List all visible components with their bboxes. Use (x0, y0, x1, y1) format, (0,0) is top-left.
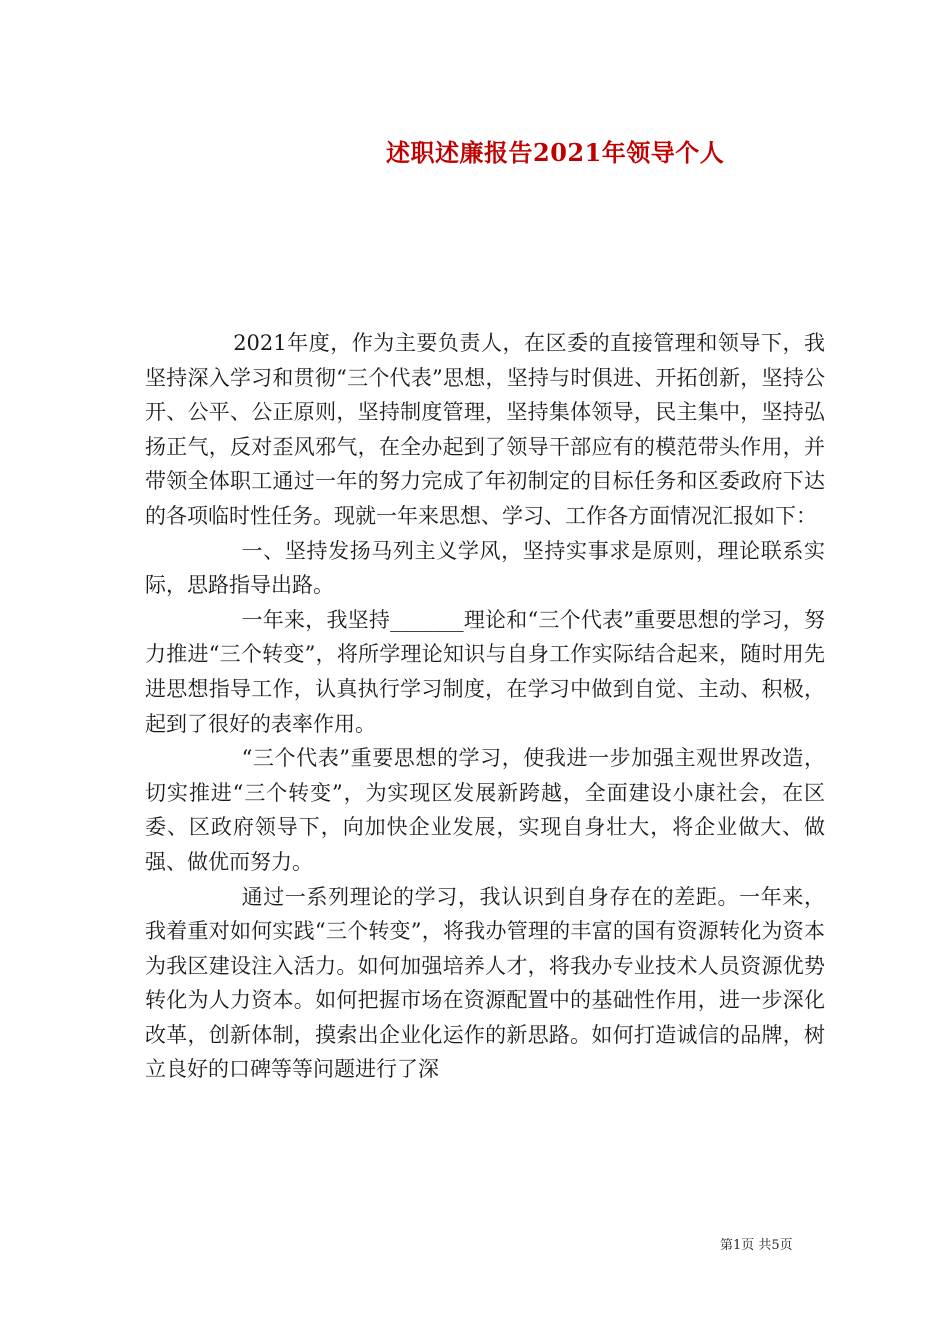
paragraph-5: 通过一系列理论的学习，我认识到自身存在的差距。一年来，我着重对如何实践“三个转变”，将我办管理的丰富的国有资源转化为资本为我区建设注入活力。如何加强培养人才，将我办专业技术人员资源优势转化为人力资本。如何把握市场在资源配置中的基础性作用，进一步深化改革，创新体制，摸索出企业化运作的新思路。如何打造诚信的品牌，树立良好的口碑等等问题进行了深 (145, 884, 825, 1082)
document-body (145, 326, 825, 1087)
paragraph-2: 一、坚持发扬马列主义学风，坚持实事求是原则，理论联系实际，思路指导出路。 (145, 538, 825, 598)
paragraph-4: “三个代表”重要思想的学习，使我进一步加强主观世界改造，切实推进“三个转变”，为实现区发展新跨越，全面建设小康社会，在区委、区政府领导下，向加快企业发展，实现自身壮大，将企业做大、做强、做优而努力。 (145, 746, 825, 874)
paragraph-1: 2021年度，作为主要负责人，在区委的直接管理和领导下，我坚持深入学习和贯彻“三个代表”思想，坚持与时俱进、开拓创新，坚持公开、公平、公正原则，坚持制度管理，坚持集体领导，民主集中，坚持弘扬正气，反对歪风邪气，在全办起到了领导干部应有的模范带头作用，并带领全体职工通过一年的努力完成了年初制定的目标任务和区委政府下达的各项临时性任务。现就一年来思想、学习、工作各方面情况汇报如下： (145, 331, 825, 528)
page-number-footer: 第1页 共5页 (720, 1238, 793, 1253)
document-title: 述职述廉报告2021年领导个人 (386, 138, 725, 167)
paragraph-3: 一年来，我坚持_______理论和“三个代表”重要思想的学习，努力推进“三个转变”，将所学理论知识与自身工作实际结合起来，随时用先进思想指导工作，认真执行学习制度，在学习中做到自觉、主动、积极，起到了很好的表率作用。 (145, 607, 825, 736)
